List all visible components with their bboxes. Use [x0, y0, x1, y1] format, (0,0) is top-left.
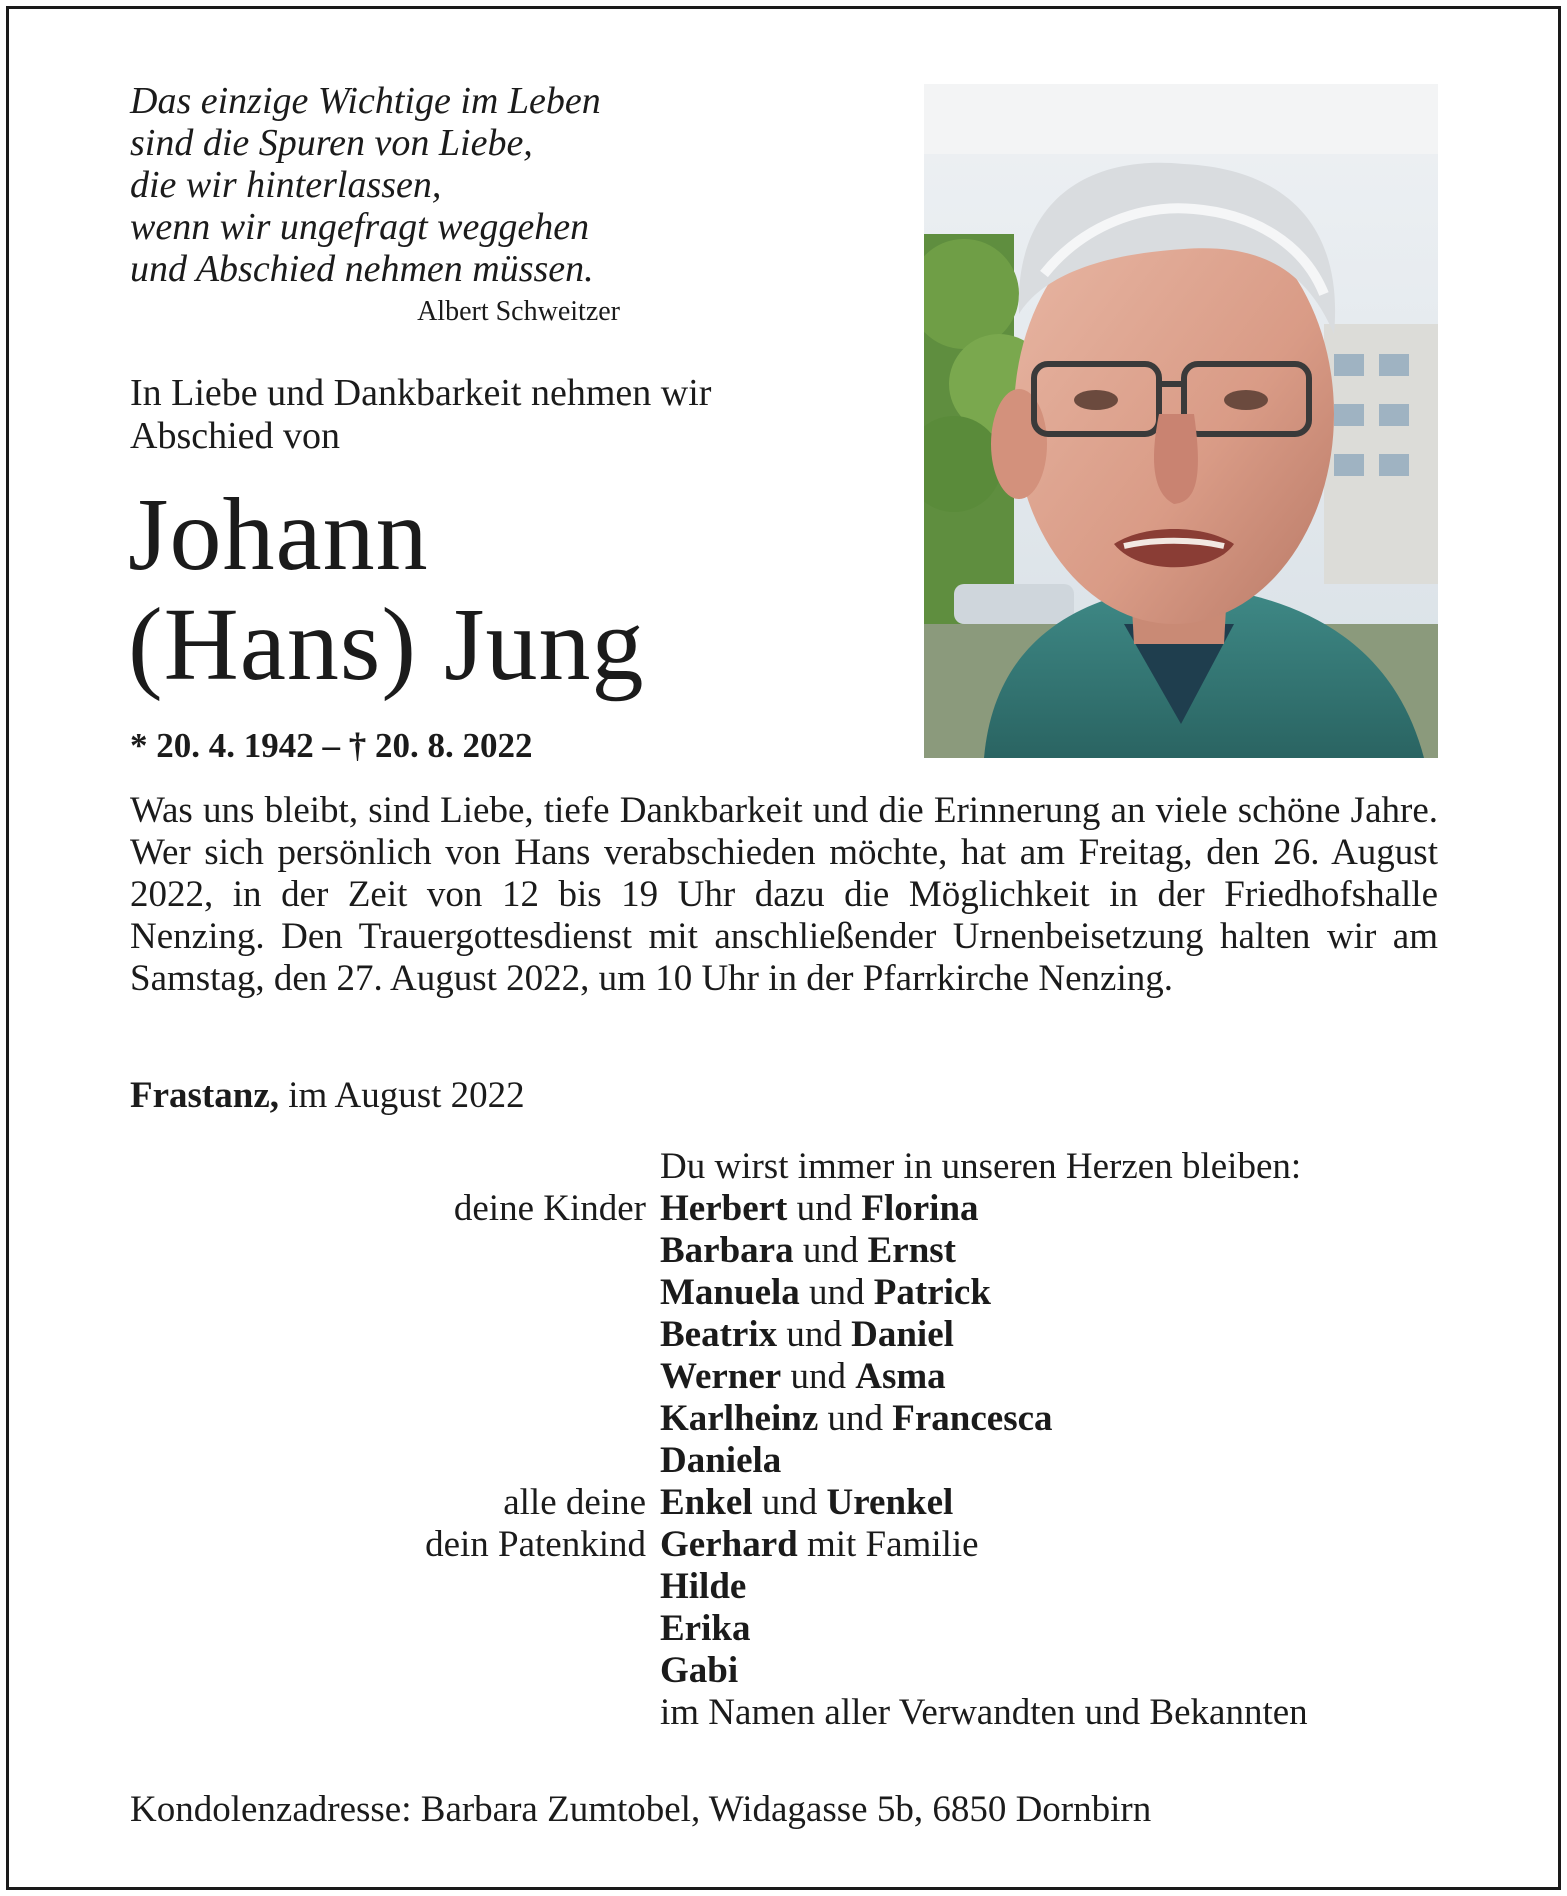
list-item	[300, 1482, 1480, 1524]
list-item	[300, 1650, 1480, 1692]
intro-text	[130, 372, 711, 458]
intro-line: Abschied von	[130, 415, 341, 457]
mourners-closing-row	[300, 1692, 1480, 1734]
list-item	[300, 1230, 1480, 1272]
deceased-name-line: (Hans) Jung	[128, 587, 645, 702]
quote	[130, 80, 601, 290]
mourner-name: Erika	[660, 1608, 751, 1649]
mourner-joiner: und	[787, 1188, 862, 1229]
mourners-heading: Du wirst immer in unseren Herzen bleiben:	[660, 1146, 1302, 1187]
grandchildren-label: alle deine	[503, 1482, 646, 1523]
portrait-illustration	[924, 84, 1438, 758]
condolence-address: Kondolenzadresse: Barbara Zumtobel, Widagasse 5b, 6850 Dornbirn	[130, 1789, 1152, 1830]
mourner-name: Gerhard	[660, 1524, 798, 1565]
list-item	[300, 1440, 1480, 1482]
mourners-heading-row	[300, 1146, 1480, 1188]
children-label: deine Kinder	[453, 1188, 646, 1229]
mourner-joiner: und	[818, 1398, 893, 1439]
mourner-name: Francesca	[892, 1398, 1053, 1439]
godchild-label: dein Patenkind	[425, 1524, 646, 1565]
mourner-name: Florina	[861, 1188, 979, 1229]
life-dates: * 20. 4. 1942 – † 20. 8. 2022	[130, 726, 533, 765]
mourner-joiner: und	[752, 1482, 827, 1523]
mourners-list	[300, 1146, 1480, 1734]
list-item	[300, 1524, 1480, 1566]
mourner-joiner: und	[777, 1314, 852, 1355]
mourner-suffix: mit Familie	[797, 1524, 979, 1565]
row-label	[300, 1146, 660, 1188]
mourner-name: Gabi	[660, 1650, 739, 1691]
mourner-name: Ernst	[867, 1230, 957, 1271]
portrait-photo	[924, 84, 1438, 758]
mourners-closing: im Namen aller Verwandten und Bekannten	[660, 1692, 1308, 1733]
mourner-joiner: und	[799, 1272, 874, 1313]
place-and-date	[130, 1074, 525, 1117]
mourner-name: Enkel	[660, 1482, 753, 1523]
mourner-name: Patrick	[873, 1272, 991, 1313]
deceased-name	[128, 477, 645, 702]
list-item	[300, 1608, 1480, 1650]
service-details: Was uns bleibt, sind Liebe, tiefe Dankbarkeit und die Erinnerung an viele schöne Jahre. Wer sich persönlich von Hans verabschieden möchte, hat am Freitag, den 26. August 2022, in der Zeit von 12 bis 19 Uhr dazu die Möglichkeit in der Friedhofshalle Nenzing. Den Trauergottesdienst mit anschließender Urnenbeisetzung halten wir am Samstag, den 27. August 2022, um 10 Uhr in der Pfarrkirche Nenzing.	[130, 790, 1438, 999]
list-item	[300, 1356, 1480, 1398]
mourner-name: Hilde	[660, 1566, 747, 1607]
mourner-name: Manuela	[660, 1272, 800, 1313]
place-date: im August 2022	[279, 1075, 525, 1116]
list-item	[300, 1398, 1480, 1440]
mourner-name: Herbert	[660, 1188, 788, 1229]
mourner-name: Asma	[855, 1356, 946, 1397]
deceased-name-line: Johann	[128, 477, 429, 592]
mourner-name: Urenkel	[826, 1482, 954, 1523]
mourner-name: Karlheinz	[660, 1398, 819, 1439]
quote-line: die wir hinterlassen,	[130, 164, 442, 206]
mourner-name: Werner	[660, 1356, 782, 1397]
list-item	[300, 1272, 1480, 1314]
quote-line: und Abschied nehmen müssen.	[130, 248, 594, 290]
mourner-joiner: und	[793, 1230, 868, 1271]
mourner-joiner: und	[781, 1356, 856, 1397]
quote-line: sind die Spuren von Liebe,	[130, 122, 533, 164]
list-item	[300, 1566, 1480, 1608]
quote-author: Albert Schweitzer	[417, 296, 620, 327]
place-town: Frastanz,	[130, 1075, 279, 1116]
list-item	[300, 1314, 1480, 1356]
mourner-name: Daniel	[851, 1314, 954, 1355]
mourner-name: Barbara	[660, 1230, 794, 1271]
quote-line: wenn wir ungefragt weggehen	[130, 206, 590, 248]
list-item	[300, 1188, 1480, 1230]
mourner-name: Daniela	[660, 1440, 782, 1481]
mourner-name: Beatrix	[660, 1314, 778, 1355]
quote-line: Das einzige Wichtige im Leben	[130, 80, 601, 122]
intro-line: In Liebe und Dankbarkeit nehmen wir	[130, 372, 712, 414]
